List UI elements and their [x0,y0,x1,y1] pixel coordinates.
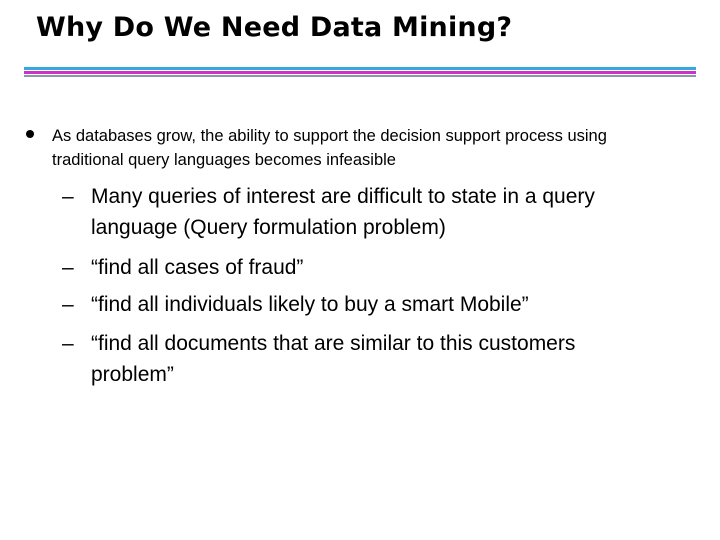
sub-bullet-text: “find all individuals likely to buy a smart Mobile” [91,293,529,316]
title-divider-gray-band [24,75,696,77]
title-divider-blue-band [24,67,696,70]
dash-icon: – [62,256,74,279]
sub-bullet-text: “find all documents that are similar to this customers problem” [91,332,576,386]
dash-icon: – [62,185,74,208]
slide-title: Why Do We Need Data Mining? [36,12,513,43]
sub-bullet-text: Many queries of interest are difficult to state in a query language (Query formulation problem) [91,185,595,239]
dash-icon: – [62,332,74,355]
bullet-dot-icon [26,130,34,138]
title-divider [24,67,696,79]
title-divider-magenta-band [24,71,696,74]
sub-bullet-text: “find all cases of fraud” [91,256,304,279]
main-bullet-text: As databases grow, the ability to support the decision support process using traditional query languages becomes infeasible [52,127,607,169]
dash-icon: – [62,293,74,316]
